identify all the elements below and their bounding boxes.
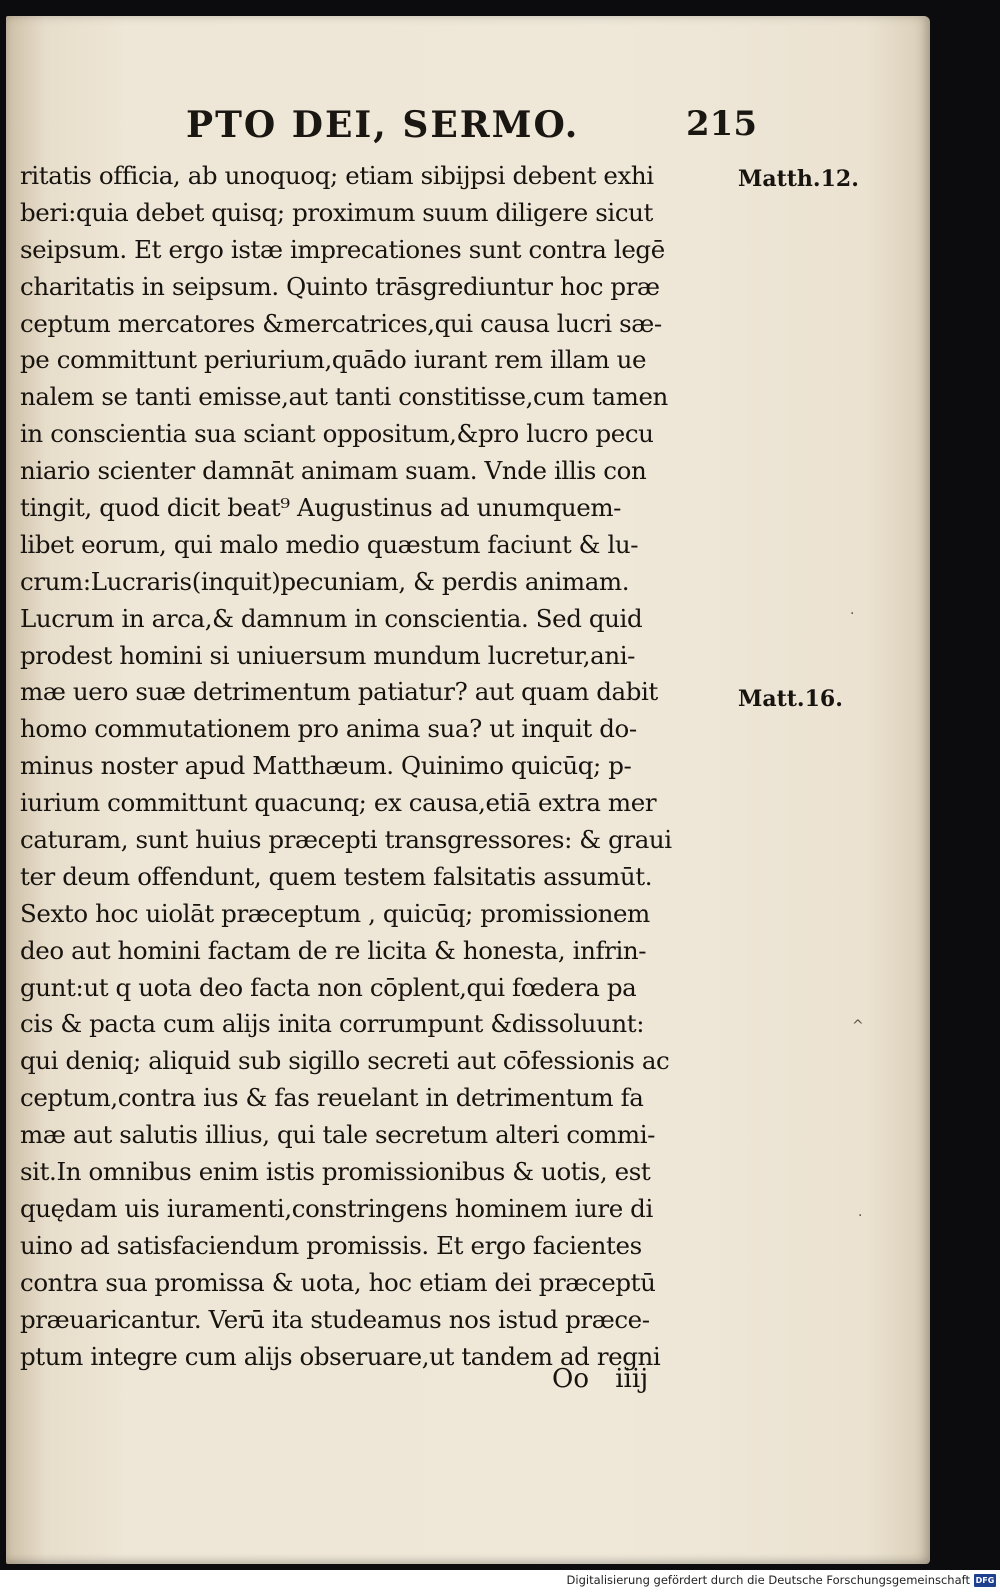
margin-speck: ·	[858, 1208, 863, 1224]
text-line: ter deum offendunt, quem testem falsitatis assumūt.	[20, 861, 653, 891]
text-line: præuaricantur. Verū ita studeamus nos istud præce-	[20, 1304, 650, 1334]
text-line: libet eorum, qui malo medio quæstum faciunt & lu-	[20, 529, 639, 559]
text-line: quędam uis iuramenti,constringens hominem iure di	[20, 1193, 653, 1223]
text-line: ceptum,contra ius & fas reuelant in detrimentum fa	[20, 1083, 644, 1113]
text-line: sit.In omnibus enim istis promissionibus & uotis, est	[20, 1157, 651, 1187]
text-line: tingit, quod dicit beat⁹ Augustinus ad unumquem-	[20, 493, 622, 523]
text-line: homo commutationem pro anima sua? ut inquit do-	[20, 714, 637, 744]
text-line: Sexto hoc uiolāt præceptum , quicūq; promissionem	[20, 898, 650, 928]
text-line: niario scienter damnāt animam suam. Vnde illis con	[20, 456, 647, 486]
text-line: nalem se tanti emisse,aut tanti constitisse,cum tamen	[20, 382, 668, 412]
text-line: crum:Lucraris(inquit)pecuniam, & perdis animam.	[20, 566, 630, 596]
text-line: ptum integre cum alijs obseruare,ut tandem ad regni	[20, 1341, 661, 1371]
body-text	[20, 158, 760, 1375]
text-line: prodest homini si uniuersum mundum lucretur,ani-	[20, 640, 636, 670]
digitization-footer	[0, 1570, 1000, 1593]
text-line: seipsum. Et ergo istæ imprecationes sunt contra legē	[20, 234, 665, 264]
text-line: pe committunt periurium,quādo iurant rem illam ue	[20, 345, 647, 375]
marginal-note-1: Matth.12.	[738, 166, 859, 192]
text-line: minus noster apud Matthæum. Quinimo quicūq; p-	[20, 751, 632, 781]
text-line: mæ uero suæ detrimentum patiatur? aut quam dabit	[20, 677, 658, 707]
text-line: contra sua promissa & uota, hoc etiam dei præceptū	[20, 1267, 656, 1297]
text-line: qui deniq; aliquid sub sigillo secreti aut cōfessionis ac	[20, 1046, 670, 1076]
text-line: Lucrum in arca,& damnum in conscientia. Sed quid	[20, 603, 643, 633]
text-line: mæ aut salutis illius, qui tale secretum alteri commi-	[20, 1120, 656, 1150]
page-header	[0, 104, 1000, 148]
page-number: 215	[686, 104, 757, 144]
marginal-note-2: Matt.16.	[738, 686, 843, 712]
dfg-logo-icon: DFG	[975, 1576, 995, 1585]
text-line: caturam, sunt huius præcepti transgressores: & graui	[20, 825, 672, 855]
margin-speck: ·	[850, 606, 855, 622]
text-line: charitatis in seipsum. Quinto trāsgrediuntur hoc præ	[20, 271, 660, 301]
margin-speck: ^	[852, 1018, 864, 1034]
text-line: ceptum mercatores &mercatrices,qui causa lucri sæ-	[20, 308, 662, 338]
text-line: iurium committunt quacunq; ex causa,etiā extra mer	[20, 788, 657, 818]
signature-mark: Oo iiij	[552, 1364, 649, 1394]
text-line: uino ad satisfaciendum promissis. Et ergo facientes	[20, 1230, 642, 1260]
text-line: deo aut homini factam de re licita & honesta, infrin-	[20, 935, 647, 965]
text-line: cis & pacta cum alijs inita corrumpunt &dissoluunt:	[20, 1009, 645, 1039]
funding-credit: Digitalisierung gefördert durch die Deutsche Forschungsgemeinschaft	[566, 1573, 970, 1587]
text-line: beri:quia debet quisq; proximum suum diligere sicut	[20, 197, 653, 227]
text-line: gunt:ut q uota deo facta non cōplent,qui fœdera pa	[20, 972, 637, 1002]
running-title: PTO DEI, SERMO.	[186, 104, 580, 146]
text-line: ritatis officia, ab unoquoq; etiam sibijpsi debent exhi	[20, 161, 654, 190]
text-line: in conscientia sua sciant oppositum,&pro lucro pecu	[20, 419, 654, 449]
